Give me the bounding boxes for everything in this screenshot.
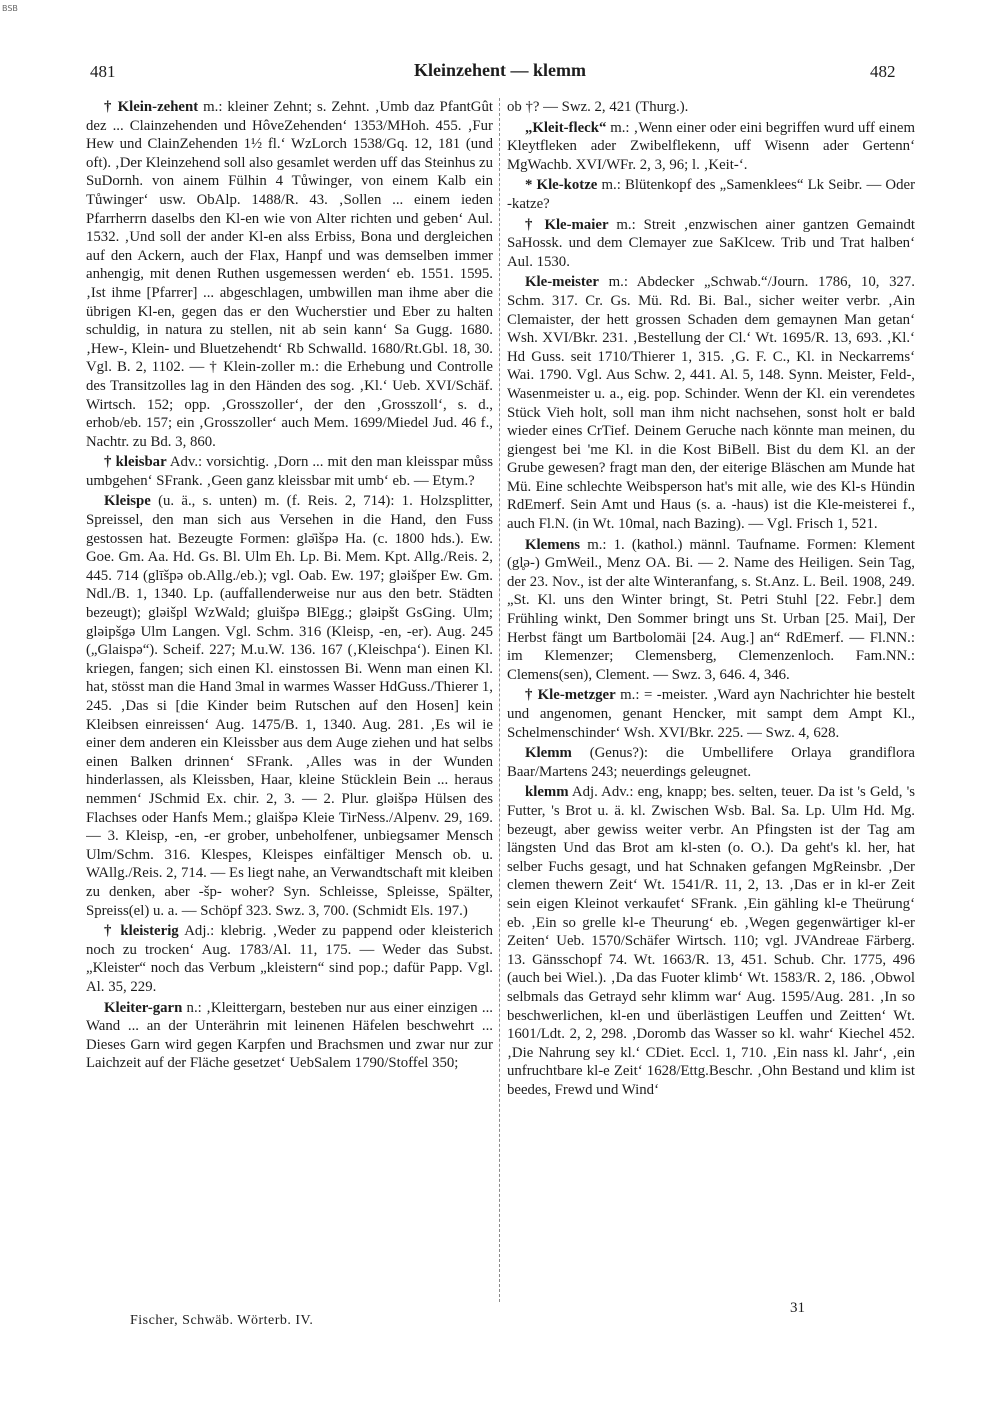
left-column — [86, 98, 493, 1296]
dictionary-entry — [507, 536, 915, 685]
entry-headword: Kleiter-garn — [104, 999, 183, 1016]
dictionary-entry — [86, 999, 493, 1073]
entry-text: m.: Streit ‚enzwischen ainer gantzen Gemaindt SaHossk. und dem Clemayer zue SaKlcew. Trib und Trat halben‘ Aul. 1530. — [507, 216, 915, 270]
entry-headword: klemm — [525, 784, 569, 801]
entry-headword: † kleisbar — [104, 454, 167, 471]
dictionary-entry — [86, 922, 493, 996]
dictionary-entry — [507, 783, 915, 1099]
dictionary-entry — [507, 686, 915, 742]
library-mark: BSB — [2, 4, 18, 13]
dictionary-entry — [507, 744, 915, 781]
entry-text: m.: kleiner Zehnt; s. Zehnt. ‚Umb daz PfantGût dez ... Clainzehenden und HôveZehenden‘ 1353/MHoh. 455. ‚Fur Hew und ClainZehenden 1½ fl.‘ WzLorch 1538/Gq. 12, 181 (und oft). ‚Der Kleinzehend soll also gesamlet werden uff das Steinhus zu SuDornh. von ainem Fülhin 4 Tůwinger, von einem Kalb ein Tůwinger‘ usw. ObAlp. 1488/R. 43. ‚Sollen ... einem ieden Pfarrherrn daselbs den Kl-en wie von Alter richten und geben‘ Aul. 1532. ‚Und soll der ander Kl-en alss Erbiss, Bona und dergleichen auf den Ackern, auch der Flax, Hanpf und was demselben immer anhengig, mit denen Ruthen usgemessen werden‘ eb. 1551. 1595. ‚Ist ihme [Pfarrer] ... abgeschlagen, umbwillen man ihme aber die übrigen Kl-en, gegen das er den Wucherstier und Eber zu halten schuldig, in natura zu stellen, nit ab sein kann‘ Sa Gugg. 1680. ‚Hew-, Klein- und Bluetzehendt‘ Rb Schwalld. 1680/Rt.Gbl. 18, 30. Vgl. B. 2, 1102. — † Klein-zoller m.: die Erhebung und Controlle des Transitzolles lag in den Händen des sog. ‚Kl.‘ Ueb. XVI/Schäf. Wirtsch. 152; opp. ‚Grosszoller‘, der den ‚Grosszoll‘, s. d., erhob/eb. 157; ein ‚Grosszoller‘ auch Mem. 1699/Miedel Jud. 46 f., Nachtr. zu Bd. 3, 860. — [86, 99, 493, 450]
dictionary-entry — [86, 453, 493, 490]
entry-text: (u. ä., s. unten) m. (f. Reis. 2, 714): 1. Holzsplitter, Spreissel, den man sich aus Versehen in die Hand, den Fuss gestossen hat. Bezeugte Formen: glə̄išpə Ha. (c. 1800 hds.). Ew. Goe. Gm. Aa. Hd. Gs. Bl. Ulm Eh. Lp. Bi. Mem. Kpt. Allg./Reis. 2, 445. 714 (glīšpə ob.Allg./eb.); vgl. Oab. Ew. 197; gləišper Ew. Gm. Ndl./B. 1, 1340. Lp. (auffallenderweise nur aus den betr. Städten bezeugt); gləišpl WzWald; gluišpə BlEgg.; gləipšt GsGing. Ulm; gləipšgə Ulm Langen. Vgl. Schm. 316 (Kleisp, -en, -er). Aug. 245 („Glaispə“). Scheif. 227; M.u.W. 136. 167 (‚Kleischpa‘). Einen Kl. kriegen, fangen; sich einen Kl. einstossen Bi. Wenn man einen Kl. hat, stösst man die Hand 3mal in warmes Wasser HdGuss./Thierer 1, 245. ‚Das si [die Kinder beim Rutschen auf den Hosen] kein Kleibsen einreissen‘ Aug. 1475/B. 1, 1340. Aug. 281. ‚Es wil ie einer dem anderen ein Kleissber aus dem Auge ziehen und hat selbs einen Balken drinnen‘ SFrank. ‚Alles was in der Wunden hinderlassen, als Kleissben, Haar, kleine Stücklein Bein ... heraus nemmen‘ JSchmid Ex. chir. 2, 3. — 2. Plur. gləišpə Hülsen des Flachses oder Hanfs Mem.; glaišpə Kleie TirNess./Alpenv. 29, 169. — 3. Kleisp, -en, -er grober, unbeholfener, unbiegsamer Mensch Ulm/Schm. 316. Klespes, Kleispes einfältiger Mensch ob. u. WAllg./Reis. 2, 714. — Es liegt nahe, an Verwandtschaft mit kleiben zu denken, aber -šp- woher? Syn. Schleisse, Spleisse, Spälter, Spreiss(el) u. a. — Schöpf 323. Swz. 3, 700. (Schmidt Els. 197.) — [86, 493, 493, 919]
dictionary-entry — [86, 492, 493, 920]
entry-headword: Klemm — [525, 745, 572, 762]
dictionary-entry — [507, 119, 915, 175]
entry-text: m.: Blütenkopf des „Samenklees“ Lk Seibr. — Oder -katze? — [507, 177, 915, 212]
entry-headword: † Kle-maier — [525, 216, 609, 233]
dictionary-entry — [507, 273, 915, 533]
page-title: Kleinzehent — klemm — [414, 60, 586, 80]
entry-text: ob †? — Swz. 2, 421 (Thurg.). — [507, 99, 689, 115]
entry-headword: † kleisterig — [104, 923, 179, 940]
entry-text: m.: 1. (kathol.) männl. Taufname. Formen: Klement (gl̥ə-) GmWeil., Menz OA. Bi. — 2. Name des Heiligen. Sein Tag, der 23. Nov., ist der alte Winteranfang, s. St.Anz. L. Beil. 1908, 249. „St. Kl. uns den Winter bringt, St. Petri Stuhl [22. Febr.] dem Frühling winkt, Den Sommer bringt uns St. Urban [25. Mai], Der Herbst fängt um Bartbolomäi [24. Aug.] an“ RdEmerf. — Fl.NN.: im Klemenzer; Clemensberg, Clemenzenloch. Fam.NN.: Clemens(sen), Clement. — Swz. 3, 646. 4, 346. — [507, 536, 915, 683]
page-number-right: 482 — [870, 62, 896, 81]
dictionary-entry — [507, 98, 915, 117]
right-column — [507, 98, 915, 1296]
footer-signature: 31 — [790, 1300, 805, 1316]
column-divider — [499, 98, 500, 1302]
entry-headword: Kle-meister — [525, 274, 599, 291]
entry-text: Adv.: vorsichtig. ‚Dorn ... mit den man kleisspar můss umbgehen‘ SFrank. ‚Geen ganz kleissbar mit umb‘ eb. — Etym.? — [86, 454, 493, 489]
dictionary-entry — [86, 98, 493, 451]
entry-headword: Kleispe — [104, 493, 151, 510]
entry-text: m.: = -meister. ‚Ward ayn Nachrichter hie bestelt und angenomen, genant Hencker, mit sampt dem Ampt Kl., Schelmenschinder‘ Wsh. XVI/Bkr. 225. — Swz. 4, 628. — [507, 687, 915, 741]
entry-text: Adj. Adv.: eng, knapp; bes. selten, teuer. Da ist 's Geld, 's Futter, 's Brot u. ä. kl. Zwischen Wsb. Bal. Sa. Lp. Ulm Hd. Mg. bezeugt, aber gewiss weiter verbr. An Pfingsten ist der Tag am längsten Und das Brot am kl-sten (o. O.). Da geht's kl. her, hat selber Fuchs gesagt, und hat Schnaken gefangen MgReinsbr. ‚Der clemen thewern Zeit‘ Wt. 1541/R. 11, 2, 13. ‚Das er in kl-er Zeit sein eigen Kleinot verkaufet‘ SFrank. ‚Ein gähling kl-e Theürung‘ eb. ‚Ein so grelle kl-e Theurung‘ eb. ‚Wegen gegenwärtiger kl-er Zeiten‘ Ueb. 1570/Schäfer Wirtsch. 110; vgl. JVAndreae Färberg. 13. Gänsschopf 74. Wt. 1663/R. 13, 451. Schub. Chr. 1775, 496 (auch bei Wiel.). ‚Da das Fuoter klimb‘ Wt. 1583/R. 2, 186. ‚Obwol selbmals das Getrayd sehr klimm war‘ Aug. 1595/Aug. 281. ‚In so beschwerlichen, kl-en und überlästigen Leuffen und Zeitten‘ Wt. 1601/Ldt. 2, 2, 298. ‚Doromb das Wasser so kl. wahr‘ Kiechel 452. ‚Die Nahrung sey kl.‘ CDiet. Eccl. 1, 710. ‚Ein nass kl. Jahr‘, ‚ein unfruchtbare kl-e Zeit‘ 1628/Ettg.Beschr. ‚Ohn Bestand und klim ist beedes, Frewd und Wind‘ — [507, 784, 915, 1098]
entry-headword: † Klein-zehent — [104, 99, 199, 115]
entry-headword: Klemens — [525, 536, 581, 553]
entry-text: m.: ‚Wenn einer oder eini begriffen wurd uff einem Kleytfleken ader Zwibelflekenn, uff Wisenn ader Gertenn‘ MgWachb. XVI/WFr. 2, 3, 96; l. ‚Keit-‘. — [507, 119, 915, 173]
entry-text: m.: Abdecker „Schwab.“/Journ. 1786, 10, 327. Schm. 317. Cr. Gs. Mü. Rd. Bi. Bal., sicher weiter verbr. ‚Ain Clemaister, der hett grossen Schaden dem gemaynen Man getan‘ Wsh. XVI/Bkr. 231. ‚Bestellung der Cl.‘ Wt. 1695/R. 13, 693. ‚Kl.‘ Hd Guss. seit 1710/Thierer 1, 315. ‚G. F. C., Kl. in Neckarrems‘ Wai. 1790. Vgl. Aus Schw. 2, 441. Al. 5, 148. Synn. Meister, Feld-, Wasenmeister u. a., eig. pop. Schinder. Wenn der Kl. ein verendetes Stück Vieh holt, soll man ihm nicht nachsehen, sonst holt er bald wieder eines CrTief. Deinem Geruche nach könnte man meinen, du giengest bei 'me Kl. in die Kost BiBell. Bist du dem Kl. an der Grube gewesen? fragt man den, der eiterige Bläschen am Munde hat Mü. Eine schlechte Weibsperson hat's mit alle, wie des Kl-s Hündin RdEmerf. Sein Amt und Haus (s. a. -haus) ist die Kle-meisterei f., auch Fl.N. (in Wt. 10mal, nach Bazing). — Vgl. Frisch 1, 521. — [507, 274, 915, 533]
page-number-left: 481 — [90, 62, 116, 81]
footer-source: Fischer, Schwäb. Wörterb. IV. — [130, 1313, 314, 1328]
entry-text: (Genus?): die Umbellifere Orlaya grandiflora Baar/Martens 243; neuerdings geleugnet. — [507, 745, 915, 780]
dictionary-entry — [507, 216, 915, 272]
entry-headword: „Kleit-fleck“ — [525, 119, 607, 136]
dictionary-entry — [507, 176, 915, 213]
entry-headword: † Kle-metzger — [525, 687, 616, 704]
entry-text: n.: ‚Kleittergarn, besteben nur aus einer einzigen ... Wand ... an der Unterährin mit leinenen Häfelen beschwehrt ... Dieses Garn wird gegen Karpfen und Brachsmen und zwar nur zur Laichzeit auf der Fläche gesetzet‘ UebSalem 1790/Stoffel 350; — [86, 999, 493, 1072]
entry-headword: * Kle-kotze — [525, 177, 598, 194]
entry-text: Adj.: klebrig. ‚Weder zu pappend oder kleisterich noch zu trocken‘ Aug. 1783/Al. 11, 175. — Weder das Subst. „Kleister“ noch das Verbum „kleistern“ sind pop.; dafür Papp. Vgl. Al. 35, 229. — [86, 923, 493, 995]
